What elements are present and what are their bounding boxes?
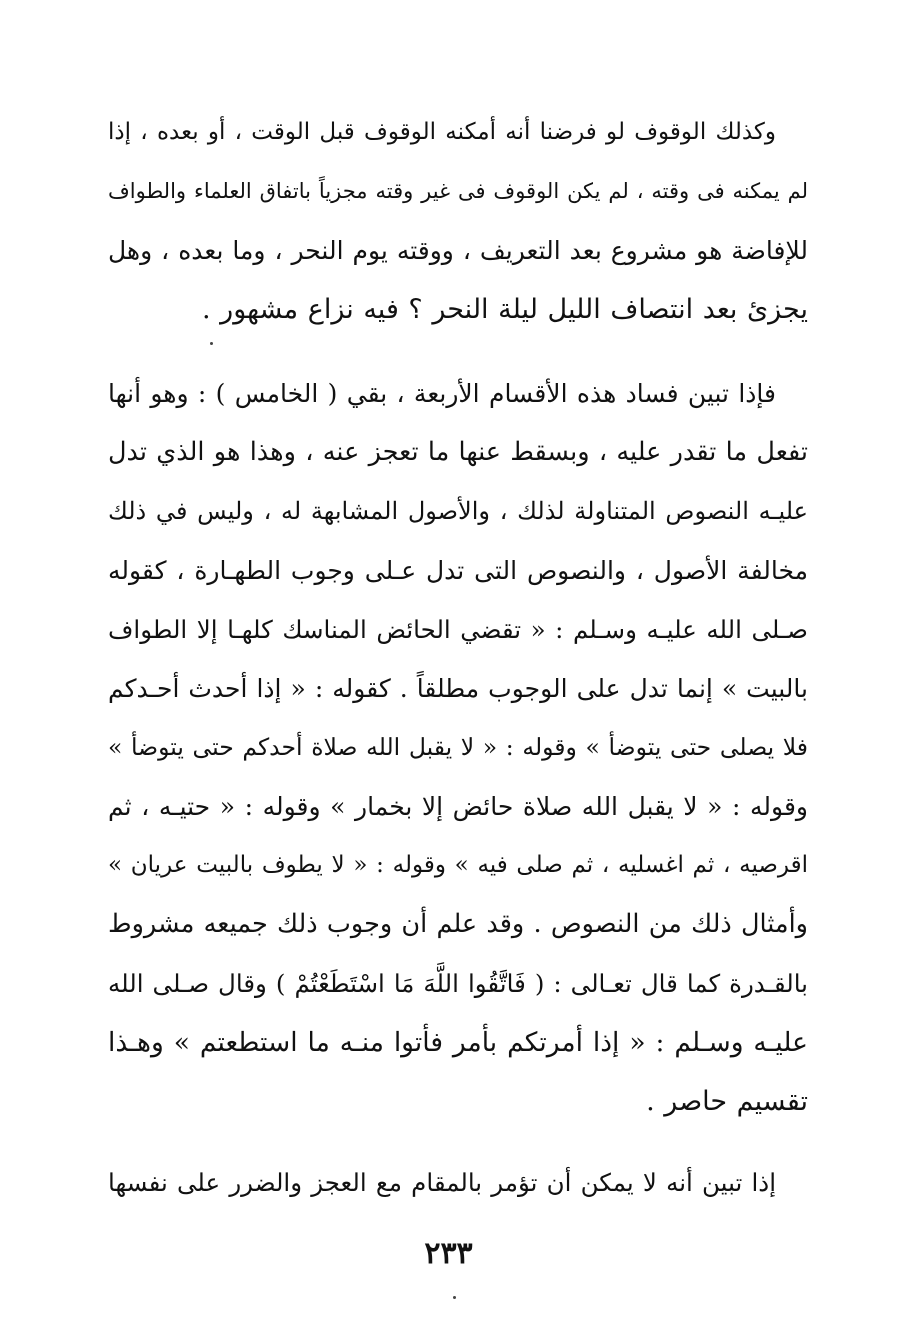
paragraph-3 <box>108 1153 808 1212</box>
text-line: بالبيت » إنما تدل على الوجوب مطلقاً . كقوله : « إذا أحدث أحـدكم <box>108 674 808 703</box>
text-line: للإفاضة هو مشروع بعد التعريف ، ووقته يوم النحر ، وما بعده ، وهل <box>108 236 808 265</box>
text-line: اقرصيه ، ثم اغسليه ، ثم صلى فيه » وقوله : « لا يطوف بالبيت عريان » <box>108 852 808 878</box>
text-line: عليـه وسـلم : « إذا أمرتكم بأمر فأتوا منـه ما استطعتم » وهـذا <box>108 1027 808 1058</box>
text-line: وكذلك الوقوف لو فرضنا أنه أمكنه الوقوف قبل الوقت ، أو بعده ، إذا <box>108 119 776 145</box>
text-line: لم يمكنه فى وقته ، لم يكن الوقوف فى غير وقته مجزياً باتفاق العلماء والطواف <box>108 179 808 203</box>
text-line: تفعل ما تقدر عليه ، وبسقط عنها ما تعجز عنه ، وهذا هو الذي تدل <box>108 437 808 467</box>
text-line: صـلى الله عليـه وسـلم : « تقضي الحائض المناسك كلهـا إلا الطواف <box>108 615 808 644</box>
text-line: تقسيم حاصر . <box>646 1086 808 1117</box>
text-line: فإذا تبين فساد هذه الأقسام الأربعة ، بقي ( الخامس ) : وهو أنها <box>108 379 776 408</box>
paragraph-2 <box>108 364 808 1131</box>
text-line: إذا تبين أنه لا يمكن أن تؤمر بالمقام مع العجز والضرر على نفسها <box>108 1168 776 1197</box>
text-line: وأمثال ذلك من النصوص . وقد علم أن وجوب ذلك جميعه مشروط <box>108 909 808 939</box>
quran-quote-line: بالقـدرة كما قال تعـالى : ( فَاتَّقُوا اللَّهَ مَا اسْتَطَعْتُمْ ) وقال صـلى الله <box>108 969 808 998</box>
scan-speck <box>210 342 213 345</box>
scan-speck <box>453 1296 456 1299</box>
text-line: فلا يصلى حتى يتوضأ » وقوله : « لا يقبل الله صلاة أحدكم حتى يتوضأ » <box>108 733 808 761</box>
text-line: عليـه النصوص المتناولة لذلك ، والأصول المشابهة له ، وليس في ذلك <box>108 497 808 525</box>
page-number: ٢٣٣ <box>424 1236 473 1271</box>
text-line: وقوله : « لا يقبل الله صلاة حائض إلا بخمار » وقوله : « حتيـه ، ثم <box>108 792 808 821</box>
paragraph-1 <box>108 103 808 339</box>
text-line: مخالفة الأصول ، والنصوص التى تدل عـلى وجوب الطهـارة ، كقوله <box>108 556 808 585</box>
text-line: يجزئ بعد انتصاف الليل ليلة النحر ؟ فيه نزاع مشهور . <box>201 294 808 325</box>
